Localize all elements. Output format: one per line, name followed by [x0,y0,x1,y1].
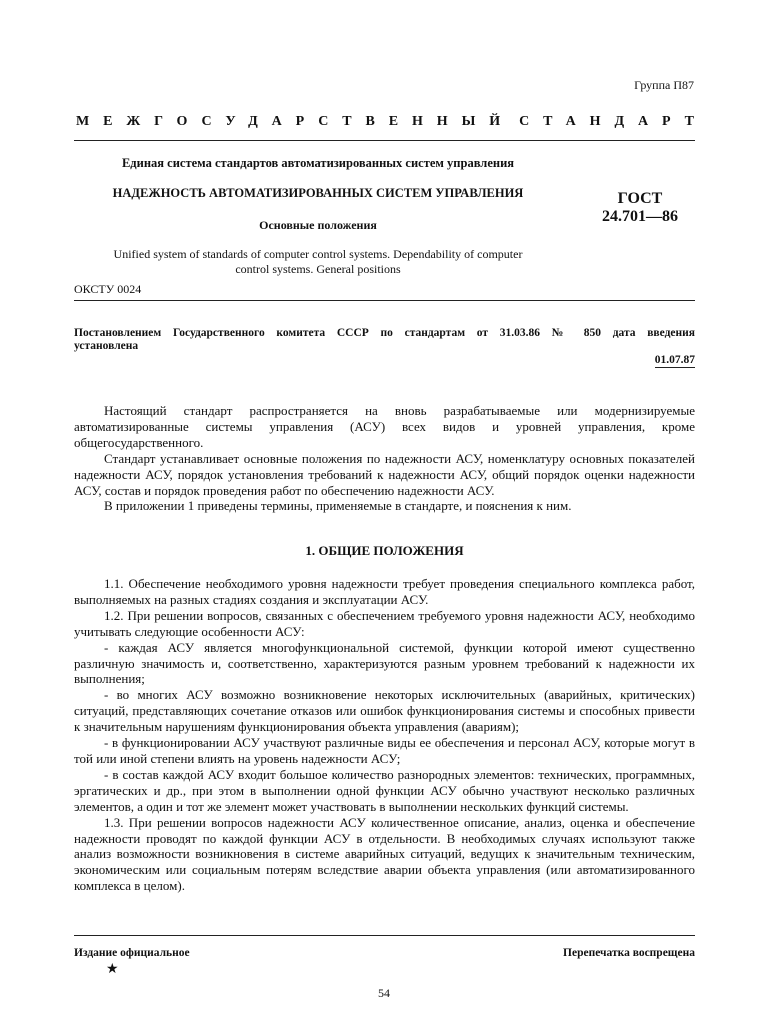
header-rule-bottom [74,300,695,301]
section-paragraph: - во многих АСУ возможно возникновение некоторых исключительных (аварийных, критических) ситуаций, представляющих сочетание отказов или ошибок функционирования системы и способных привести к значительным нарушениям функционирования объекта управления (авариям); [74,687,695,735]
section-paragraph: - каждая АСУ является многофункциональной системой, функции которой имеют существенно различную значимость и, соответственно, характеризуются разным уровнем требований к надежности их выполнения; [74,639,695,687]
banner-word-interstate: МЕЖГОСУДАРСТВЕННЫЙ [76,114,515,129]
banner-word-standard: СТАНДАРТ [519,114,708,129]
gost-label: ГОСТ [617,190,663,207]
group-label: Группа П87 [634,78,694,92]
section1-body [74,576,695,894]
footer-rule [74,935,695,936]
section-paragraph: 1.2. При решении вопросов, связанных с обеспечением требуемого уровня надежности АСУ, необходимо учитывать следующие особенности АСУ: [74,607,695,639]
section-paragraph: 1.1. Обеспечение необходимого уровня надежности требует проведения специального комплекса работ, выполняемых на разных стадиях создания и эксплуатации АСУ. [74,576,695,607]
standard-type-banner [76,114,708,130]
intro-paragraph: Стандарт устанавливает основные положения по надежности АСУ, номенклатуру основных показателей надежности АСУ, порядок установления требований к надежности АСУ, общий порядок оценки надежности АСУ, состав и порядок проведения работ по обеспечению надежности АСУ. [74,450,695,498]
intro-section [74,403,695,514]
section-paragraph: 1.3. При решении вопросов надежности АСУ количественное описание, анализ, оценка и обеспечение надежности проводят по каждой функции АСУ в отдельности. В необходимых случаях используют также анализ возможности возникновения в системе аварийных ситуаций, ведущих к значительным техническим, экономическим или социальным потерям вследствие аварии объекта управления (или автоматизированного комплекса в целом). [74,814,695,894]
header-rule-top [74,140,695,141]
document-title: НАДЕЖНОСТЬ АВТОМАТИЗИРОВАННЫХ СИСТЕМ УПРАВЛЕНИЯ [112,186,524,200]
document-subtitle: Основные положения [259,218,377,232]
english-title-line1: Unified system of standards of computer control systems. Dependability of computer [113,247,523,261]
introduction-date-value: 01.07.87 [654,354,695,366]
reprint-prohibited-note: Перепечатка воспрещена [563,947,695,959]
standard-series: Единая система стандартов автоматизированных систем управления [121,156,515,170]
intro-paragraph: В приложении 1 приведены термины, применяемые в стандарте, и пояснения к ним. [104,498,572,514]
gost-number: 24.701—86 [602,208,678,225]
official-edition-note: Издание официальное [74,947,190,959]
page-number: 54 [378,986,390,1000]
english-title-line2: control systems. General positions [235,262,401,276]
star-icon: ★ [106,962,119,977]
decree-line1: Постановлением Государственного комитета СССР по стандартам от 31.03.86 № 850 дата введения [74,327,695,339]
intro-paragraph: Настоящий стандарт распространяется на вновь разрабатываемые или модернизируемые автоматизированные системы управления (АСУ) всех видов и уровней управления, кроме общегосударственного. [74,403,695,450]
decree-line2: установлена [74,340,139,352]
section-paragraph: - в состав каждой АСУ входит большое количество разнородных элементов: технических, программных, эргатических и др., при этом в выполнении одной функции АСУ обычно участвуют несколько различных элементов, а один и тот же элемент может участвовать в выполнении нескольких функций системы. [74,766,695,814]
english-title [74,247,562,277]
introduction-date [600,354,695,366]
section-paragraph: - в функционировании АСУ участвуют различные виды ее обеспечения и персонал АСУ, которые могут в той или иной степени влиять на уровень надежности АСУ; [74,735,695,766]
gost-designation [590,190,690,226]
okstu-code: ОКСТУ 0024 [74,282,142,296]
section-heading: 1. ОБЩИЕ ПОЛОЖЕНИЯ [305,543,464,558]
